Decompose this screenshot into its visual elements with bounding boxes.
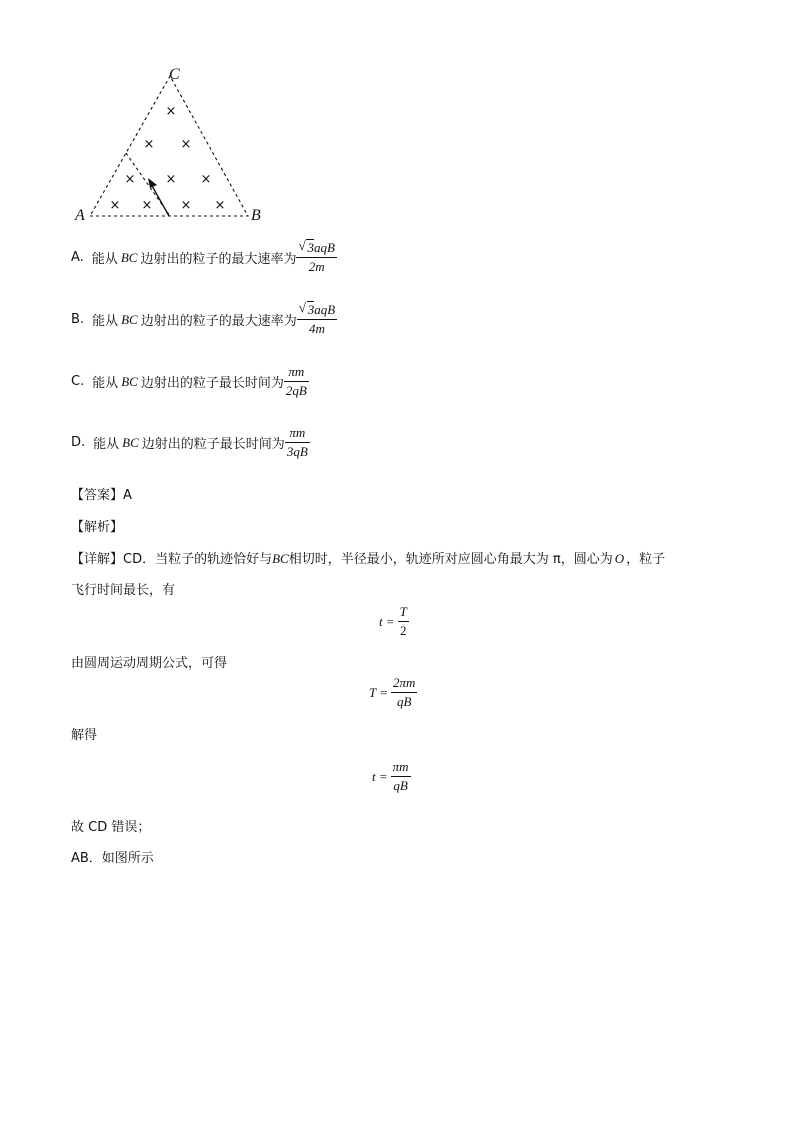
denominator: 4m bbox=[309, 321, 325, 336]
option-text-mid: 边射出的粒子最长时间为 bbox=[140, 376, 284, 391]
option-c bbox=[71, 364, 309, 399]
option-text-mid: 边射出的粒子最长时间为 bbox=[141, 437, 285, 452]
detail-text: 飞行时间最长，有 bbox=[71, 583, 176, 598]
option-var: BC bbox=[121, 373, 138, 389]
velocity-arrow bbox=[151, 184, 169, 216]
option-b bbox=[71, 302, 337, 337]
numerator: πm bbox=[285, 425, 310, 443]
denominator: 2qB bbox=[285, 383, 307, 398]
option-var: BC bbox=[121, 311, 138, 327]
option-a bbox=[71, 240, 337, 275]
equation-2 bbox=[369, 675, 417, 710]
analysis-tag: 【解析】 bbox=[71, 520, 124, 535]
option-label: B. bbox=[71, 312, 85, 327]
arrow-head-icon bbox=[148, 178, 157, 188]
denominator: qB bbox=[393, 778, 408, 793]
detail-line-3 bbox=[71, 652, 227, 671]
field-mark: × bbox=[165, 104, 177, 119]
option-fraction: √ 3aqB 2m bbox=[298, 238, 335, 274]
option-text-mid: 边射出的粒子的最大速率为 bbox=[140, 314, 297, 329]
option-text-prefix: 能从 bbox=[92, 376, 119, 391]
detail-line-4 bbox=[71, 724, 97, 743]
detail-line-2 bbox=[71, 579, 175, 598]
numerator-rest: aqB bbox=[313, 240, 335, 255]
field-mark: × bbox=[143, 137, 155, 152]
equation-fraction bbox=[391, 675, 417, 710]
detail-line-1 bbox=[71, 548, 665, 567]
field-mark: × bbox=[214, 198, 226, 213]
answer-tag: 【答案】 bbox=[71, 488, 124, 503]
option-var: BC bbox=[122, 434, 139, 450]
equation-lhs: t = bbox=[379, 613, 395, 629]
option-fraction: √ 3aqB 4m bbox=[298, 300, 336, 336]
option-d bbox=[71, 425, 310, 460]
field-mark: × bbox=[165, 172, 177, 187]
detail-tag: 【详解】 bbox=[71, 552, 124, 567]
option-label: A. bbox=[71, 250, 84, 265]
option-text-prefix: 能从 bbox=[93, 437, 120, 452]
equation-1 bbox=[379, 604, 409, 639]
equation-lhs: t = bbox=[372, 768, 388, 784]
denominator: 2 bbox=[400, 623, 407, 638]
numerator: T bbox=[398, 604, 409, 622]
numerator: 2πm bbox=[391, 675, 417, 693]
option-var: BC bbox=[120, 249, 138, 265]
equation-fraction bbox=[391, 759, 411, 794]
answer-value: A bbox=[123, 488, 132, 503]
detail-var: BC bbox=[272, 551, 289, 566]
detail-text: AB．如图所示 bbox=[71, 851, 154, 866]
option-label: C. bbox=[71, 374, 85, 389]
field-mark: × bbox=[180, 198, 192, 213]
field-mark: × bbox=[109, 198, 121, 213]
triangle-outline bbox=[90, 76, 248, 216]
equation-3 bbox=[372, 759, 411, 794]
option-fraction bbox=[285, 425, 310, 460]
denominator: 3qB bbox=[286, 444, 308, 459]
numerator: πm bbox=[284, 364, 309, 382]
equation-lhs: T = bbox=[369, 684, 389, 700]
vertex-label-c: C bbox=[169, 66, 180, 83]
equation-fraction bbox=[398, 604, 409, 639]
field-mark: × bbox=[124, 172, 136, 187]
detail-line-5 bbox=[71, 816, 150, 835]
field-marks bbox=[110, 104, 226, 213]
detail-var: O bbox=[614, 551, 625, 566]
detail-text: CD．当粒子的轨迹恰好与 bbox=[123, 552, 273, 567]
detail-text: ，粒子 bbox=[626, 552, 666, 567]
sqrt-value: 3 bbox=[307, 302, 315, 317]
option-fraction bbox=[284, 364, 309, 399]
detail-text: 解得 bbox=[71, 728, 98, 743]
vertex-label-b: B bbox=[251, 207, 261, 224]
option-label: D. bbox=[71, 435, 86, 450]
detail-line-6 bbox=[71, 847, 154, 866]
option-text-prefix: 能从 bbox=[92, 314, 119, 329]
detail-text: 由圆周运动周期公式，可得 bbox=[71, 656, 228, 671]
field-mark: × bbox=[200, 172, 212, 187]
field-mark: × bbox=[141, 198, 153, 213]
numerator: πm bbox=[391, 759, 411, 777]
sqrt-value: 3 bbox=[307, 240, 314, 255]
option-text-mid: 边射出的粒子的最大速率为 bbox=[140, 252, 297, 267]
triangle-figure bbox=[70, 60, 280, 230]
denominator: qB bbox=[397, 694, 412, 709]
answer-line bbox=[71, 484, 132, 503]
vertex-label-a: A bbox=[75, 207, 85, 224]
numerator-rest: aqB bbox=[314, 302, 336, 317]
denominator: 2m bbox=[308, 259, 325, 274]
detail-text: 相切时，半径最小，轨迹所对应圆心角最大为 π，圆心为 bbox=[288, 552, 613, 567]
field-mark: × bbox=[180, 137, 192, 152]
analysis-line bbox=[71, 516, 123, 535]
option-text-prefix: 能从 bbox=[91, 252, 118, 267]
detail-text: 故 CD 错误； bbox=[71, 820, 151, 835]
